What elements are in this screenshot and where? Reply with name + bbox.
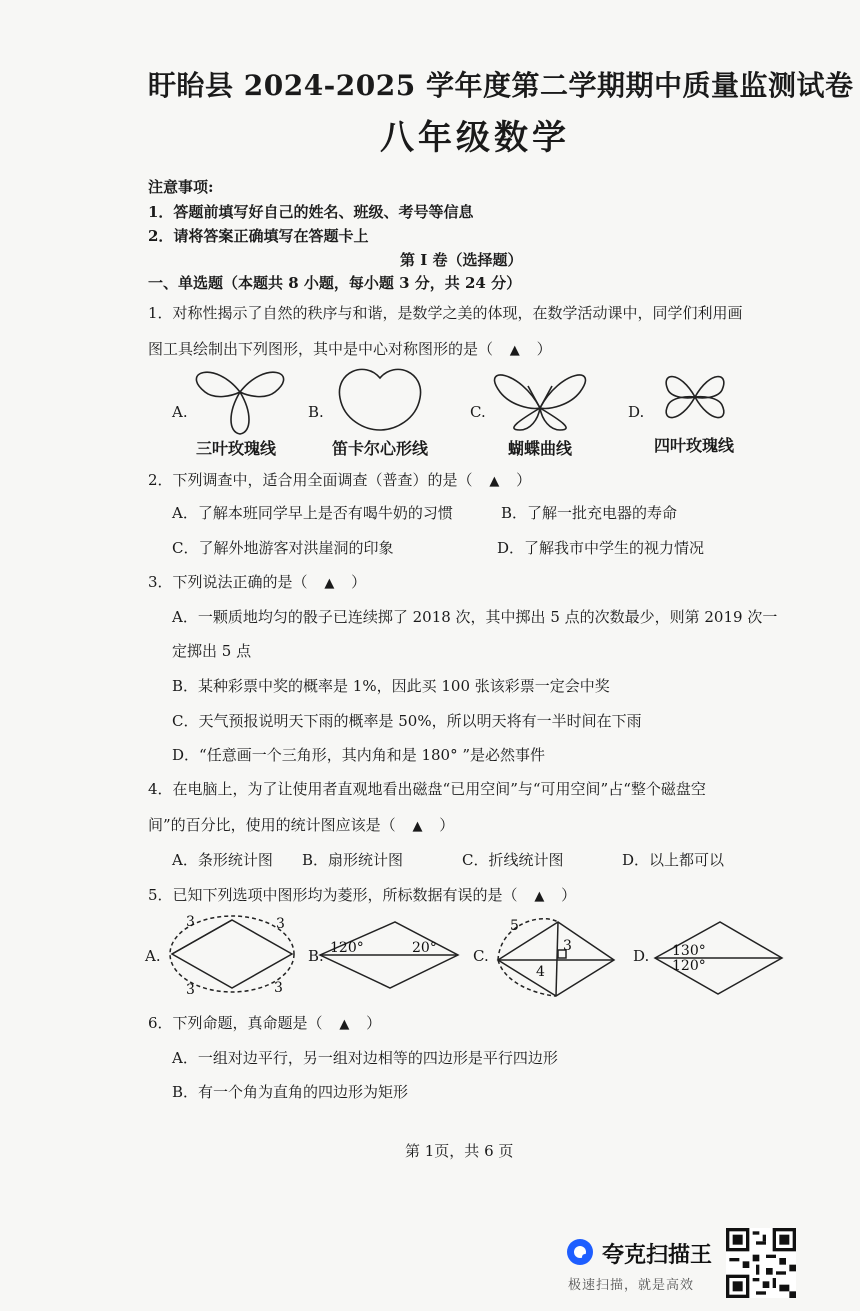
q5-figures — [0, 910, 860, 1000]
answer-triangle: ▲ — [489, 474, 500, 489]
q2-option-b: B．了解一批充电器的寿命 — [501, 504, 678, 522]
q3-option-b: B．某种彩票中奖的概率是 1%，因此买 100 张该彩票一定会中奖 — [172, 677, 610, 695]
q4-option-c: C．折线统计图 — [462, 851, 564, 869]
q3-stem-line — [148, 571, 366, 592]
q5-stem: 5．已知下列选项中图形均为菱形，所标数据有误的是（ — [148, 886, 518, 904]
volume-title: 第 I 卷（选择题） — [400, 251, 523, 269]
close-paren: ） — [366, 1014, 382, 1032]
qr-code-icon — [726, 1228, 796, 1298]
q5-a-label-3: 3 — [186, 982, 195, 998]
exam-subtitle: 八年级数学 — [380, 118, 570, 158]
page-number: 第 1页，共 6 页 — [405, 1142, 514, 1160]
cardioid-figure — [339, 369, 420, 430]
q4-option-a: A．条形统计图 — [172, 851, 273, 869]
q5-option-d-letter: D. — [633, 947, 650, 965]
q1-line1: 1．对称性揭示了自然的秩序与和谐，是数学之美的体现，在数学活动课中，同学们利用画 — [148, 304, 743, 322]
answer-triangle: ▲ — [534, 889, 545, 904]
q1-stem: 图工具绘制出下列图形，其中是中心对称图形的是（ — [148, 340, 494, 358]
q5-c-label-3: 4 — [536, 964, 545, 980]
q4-option-b: B．扇形统计图 — [302, 851, 404, 869]
four-leaf-rose-figure — [666, 377, 724, 418]
section-heading: 一、单选题（本题共 8 小题，每小题 3 分，共 24 分） — [148, 274, 522, 292]
q5-a-label-2: 3 — [276, 916, 285, 932]
q1-option-a-caption: 三叶玫瑰线 — [196, 439, 277, 458]
q5-c-label-1: 5 — [510, 918, 519, 934]
answer-triangle: ▲ — [412, 819, 423, 834]
q5-b-label-1: 120° — [330, 940, 364, 956]
close-paren: ） — [439, 816, 455, 834]
answer-triangle: ▲ — [324, 576, 335, 591]
q3-option-d: D．“任意画一个三角形，其内角和是 180° ”是必然事件 — [172, 746, 546, 764]
scanner-tagline: 极速扫描，就是高效 — [568, 1278, 695, 1293]
q2-option-a: A．了解本班同学早上是否有喝牛奶的习惯 — [172, 504, 453, 522]
butterfly-curve-figure — [495, 375, 586, 430]
close-paren: ） — [561, 886, 577, 904]
q4-option-d: D．以上都可以 — [622, 851, 725, 869]
q4-line2: 间”的百分比，使用的统计图应该是（ — [148, 816, 396, 834]
q1-line2 — [148, 338, 552, 359]
answer-triangle: ▲ — [339, 1017, 350, 1032]
q1-option-d-letter: D. — [628, 403, 645, 421]
close-paren: ） — [351, 573, 367, 591]
q5-a-label-4: 3 — [274, 980, 283, 996]
notes-item-2: 2．请将答案正确填写在答题卡上 — [148, 227, 369, 245]
notes-item-1: 1．答题前填写好自己的姓名、班级、考号等信息 — [148, 203, 474, 221]
q1-option-d-caption: 四叶玫瑰线 — [654, 436, 735, 455]
q2-option-c: C．了解外地游客对洪崖洞的印象 — [172, 539, 394, 557]
q3-option-a-line1: A．一颗质地均匀的骰子已连续掷了 2018 次，其中掷出 5 点的次数最少，则第 2019 次一 — [172, 608, 778, 626]
q5-option-c-letter: C. — [473, 947, 489, 965]
q6-option-b: B．有一个角为直角的四边形为矩形 — [172, 1083, 409, 1101]
notes-heading: 注意事项: — [148, 178, 214, 196]
q5-c-label-2: 3 — [563, 938, 572, 954]
q2-option-d: D．了解我市中学生的视力情况 — [497, 539, 705, 557]
scanner-logo-icon — [566, 1238, 594, 1266]
q1-option-a-letter: A. — [172, 403, 188, 421]
q4-line2-wrap — [148, 814, 454, 835]
q3-option-c: C．天气预报说明天下雨的概率是 50%，所以明天将有一半时间在下雨 — [172, 712, 642, 730]
q6-stem: 6．下列命题，真命题是（ — [148, 1014, 323, 1032]
q3-option-a-line2: 定掷出 5 点 — [172, 642, 252, 660]
q1-option-c-letter: C. — [470, 403, 486, 421]
q1-option-c-caption: 蝴蝶曲线 — [508, 439, 573, 458]
q2-stem: 2．下列调查中，适合用全面调查（普查）的是（ — [148, 471, 473, 489]
answer-triangle: ▲ — [509, 343, 520, 358]
q1-option-b-caption: 笛卡尔心形线 — [332, 439, 429, 458]
exam-title: 盱眙县 2024-2025 学年度第二学期期中质量监测试卷 — [148, 69, 854, 102]
q5-b-label-2: 20° — [412, 940, 437, 956]
q6-stem-line — [148, 1012, 381, 1033]
q3-stem: 3．下列说法正确的是（ — [148, 573, 308, 591]
q2-stem-line — [148, 469, 531, 490]
q5-d-label-1: 130° — [672, 943, 706, 959]
q5-option-a-letter: A. — [145, 947, 161, 965]
scanner-watermark — [566, 1234, 726, 1294]
q1-option-b-letter: B. — [308, 403, 324, 421]
three-leaf-rose-figure — [196, 372, 283, 434]
q5-option-b-letter: B. — [308, 947, 324, 965]
q6-option-a: A．一组对边平行，另一组对边相等的四边形是平行四边形 — [172, 1049, 558, 1067]
q5-d-label-2: 120° — [672, 958, 706, 974]
q4-line1: 4．在电脑上，为了让使用者直观地看出磁盘“已用空间”与“可用空间”占“整个磁盘空 — [148, 780, 706, 798]
q5-stem-line — [148, 884, 576, 905]
scanner-brand: 夸克扫描王 — [602, 1243, 713, 1268]
close-paren: ） — [536, 340, 552, 358]
close-paren: ） — [516, 471, 532, 489]
q5-a-label-1: 3 — [186, 914, 195, 930]
